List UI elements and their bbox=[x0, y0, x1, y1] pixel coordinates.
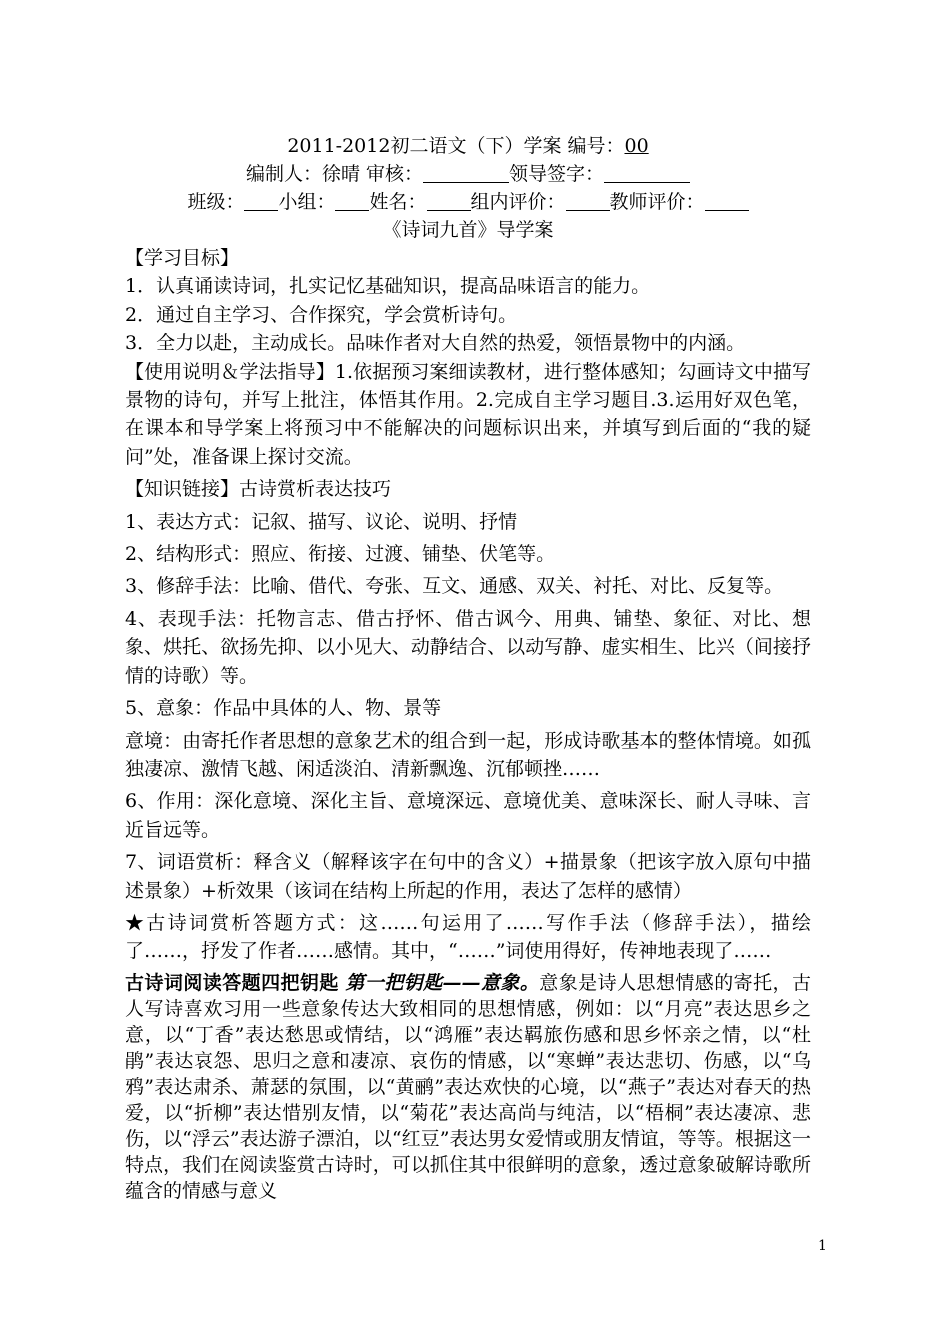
name-label: 姓名： bbox=[369, 191, 427, 213]
teacher-eval-label: 教师评价： bbox=[609, 191, 705, 213]
goal-item-1: 1．认真诵读诗词，扎实记忆基础知识，提高品味语言的能力。 bbox=[125, 275, 651, 298]
knowledge-heading: 【知识链接】古诗赏析表达技巧 bbox=[125, 478, 392, 501]
goals-heading: 【学习目标】 bbox=[125, 247, 240, 269]
four-keys-lead: 古诗词阅读答题四把钥匙 bbox=[125, 971, 339, 994]
instructions-paragraph: 【使用说明＆学法指导】1.依据预习案细读教材，进行整体感知；勾画诗文中描写景物的诗句，并写上批注，体悟其作用。2.完成自主学习题目.3.运用好双色笔，在课本和导学案上将预习中不能解决的问题标识出来，并填写到后面的“我的疑问”处，准备课上探讨交流。 bbox=[125, 360, 811, 468]
knowledge-item-1: 1、表达方式：记叙、描写、议论、说明、抒情 bbox=[125, 510, 518, 533]
answer-method: ★古诗词赏析答题方式：这……句运用了……写作手法（修辞手法），描绘了……，抒发了作者……感情。其中，“……”词使用得好，传神地表现了…… bbox=[125, 911, 811, 963]
header-leader-label: 领导签字： bbox=[509, 163, 605, 185]
goal-item-3: 3．全力以赴，主动成长。品味作者对大自然的热爱，领悟景物中的内涵。 bbox=[125, 332, 746, 355]
knowledge-item-2: 2、结构形式：照应、衔接、过渡、铺垫、伏笔等。 bbox=[125, 543, 556, 566]
header-line-2 bbox=[125, 160, 811, 188]
group-eval-label: 组内评价： bbox=[470, 191, 566, 213]
goal-item-2: 2．通过自主学习、合作探究，学会赏析诗句。 bbox=[125, 303, 518, 326]
header-number: 00 bbox=[624, 135, 649, 157]
document-title: 《诗词九首》导学案 bbox=[382, 219, 554, 241]
class-label: 班级： bbox=[187, 191, 245, 213]
knowledge-item-3: 3、修辞手法：比喻、借代、夸张、互文、通感、双关、衬托、对比、反复等。 bbox=[125, 575, 784, 598]
leader-signature-blank[interactable] bbox=[604, 163, 690, 183]
header-course: 2011-2012初二语文（下）学案 编号： bbox=[287, 135, 625, 157]
first-key-title: 第一把钥匙——意象。 bbox=[345, 971, 540, 994]
group-eval-blank[interactable] bbox=[566, 191, 610, 211]
teacher-eval-blank[interactable] bbox=[705, 191, 749, 211]
page-number: 1 bbox=[818, 1238, 827, 1254]
knowledge-item-5: 5、意象：作品中具体的人、物、景等 bbox=[125, 697, 442, 720]
group-label: 小组： bbox=[278, 191, 336, 213]
header-line-3 bbox=[125, 188, 811, 216]
header-line-1 bbox=[125, 132, 811, 160]
header-editor: 编制人：徐晴 审核： bbox=[245, 163, 424, 185]
review-blank[interactable] bbox=[423, 163, 509, 183]
four-keys-paragraph bbox=[125, 970, 811, 1204]
first-key-body: 意象是诗人思想情感的寄托，古人写诗喜欢习用一些意象传达大致相同的思想情感，例如：以“月亮”表达思乡之意，以“丁香”表达愁思或情结，以“鸿雁”表达羁旅伤感和思乡怀亲之情，以“杜鹃”表达哀怨、思归之意和凄凉、哀伤的情感，以“寒蝉”表达悲切、伤感，以“乌鸦”表达肃杀、萧瑟的氛围，以“黄鹂”表达欢快的心境，以“燕子”表达对春天的热爱，以“折柳”表达惜别友情，以“菊花”表达高尚与纯洁，以“梧桐”表达凄凉、悲伤，以“浮云”表达游子漂泊，以“红豆”表达男女爱情或朋友情谊，等等。根据这一特点，我们在阅读鉴赏古诗时，可以抓住其中很鲜明的意象，透过意象破解诗歌所蕴含的情感与意义 bbox=[125, 971, 811, 1202]
class-blank[interactable] bbox=[244, 191, 278, 211]
knowledge-item-6: 6、作用：深化意境、深化主旨、意境深远、意境优美、意味深长、耐人寻味、言近旨远等。 bbox=[125, 790, 811, 841]
page-content bbox=[125, 132, 811, 1204]
knowledge-item-4: 4、表现手法：托物言志、借古抒怀、借古讽今、用典、铺垫、象征、对比、想象、烘托、欲扬先抑、以小见大、动静结合、以动写静、虚实相生、比兴（间接抒情的诗歌）等。 bbox=[125, 607, 811, 687]
knowledge-item-7: 7、词语赏析：释含义（解释该字在句中的含义）+描景象（把该字放入原句中描述景象）+析效果（该词在结构上所起的作用，表达了怎样的感情） bbox=[125, 851, 811, 902]
knowledge-item-imagery: 意境：由寄托作者思想的意象艺术的组合到一起，形成诗歌基本的整体情境。如孤独凄凉、激情飞越、闲适淡泊、清新飘逸、沉郁顿挫…… bbox=[125, 729, 811, 780]
name-blank[interactable] bbox=[427, 191, 471, 211]
group-blank[interactable] bbox=[335, 191, 369, 211]
